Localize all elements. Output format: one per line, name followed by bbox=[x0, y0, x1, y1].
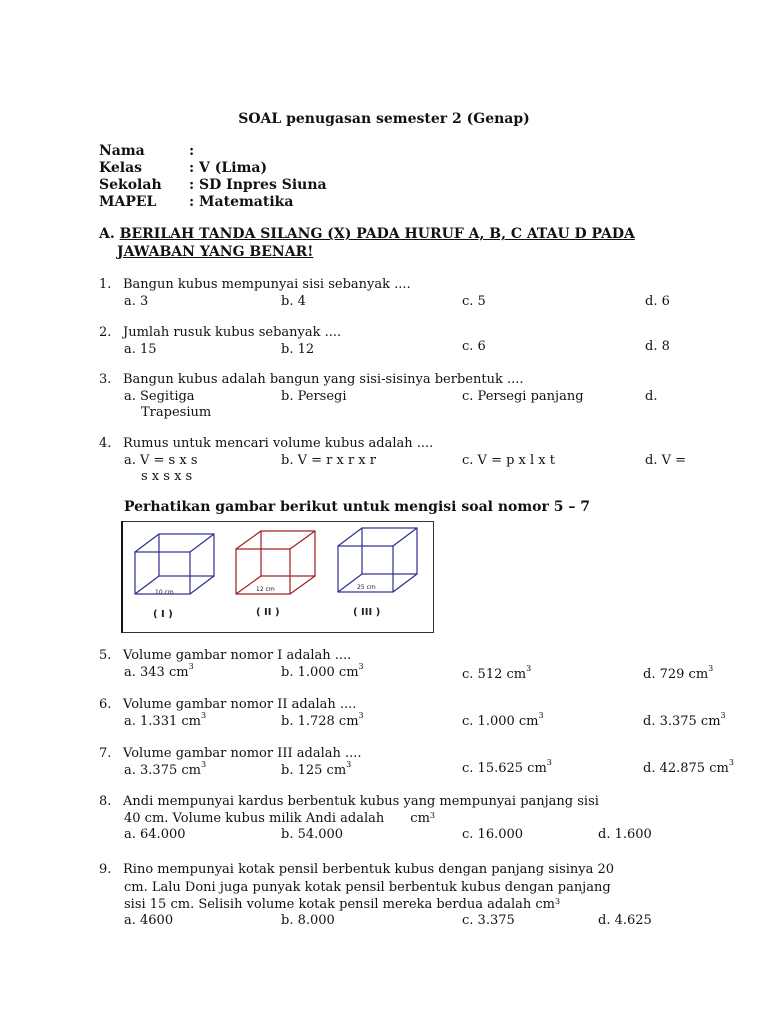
q7-option-c: c. 15.625 $cm^3$ bbox=[462, 758, 552, 776]
cube-3-side-label: 25 cm bbox=[357, 584, 376, 591]
q2-option-c: c. 6 bbox=[462, 339, 486, 354]
cube-1-label: ( I ) bbox=[153, 609, 173, 620]
q7-option-d: d. 42.875 $cm^3$ bbox=[643, 758, 734, 776]
q4-option-d: d. V = bbox=[645, 453, 686, 468]
q4-option-a: a. V = s x s bbox=[124, 453, 198, 468]
page-title: SOAL penugasan semester 2 (Genap) bbox=[238, 111, 530, 127]
q9-option-b: b. 8.000 bbox=[281, 913, 335, 928]
q4-option-b: b. V = r x r x r bbox=[281, 453, 376, 468]
cube-3-label: ( III ) bbox=[353, 607, 381, 618]
q4-option-c: c. V = p x l x t bbox=[462, 453, 555, 468]
q9-option-a: a. 4600 bbox=[124, 913, 174, 928]
question-8-line2: 40 cm. Volume kubus milik Andi adalah $cm^3$ bbox=[124, 811, 435, 826]
q3-option-c: c. Persegi panjang bbox=[462, 389, 584, 404]
q7-option-b: b. 125 $cm^3$ bbox=[281, 760, 352, 778]
question-6: 6. Volume gambar nomor II adalah .... bbox=[99, 697, 357, 712]
q8-option-d: d. 1.600 bbox=[598, 827, 652, 842]
q6-option-b: b. 1.728 $cm^3$ bbox=[281, 711, 364, 729]
q1-option-b: b. 4 bbox=[281, 294, 306, 309]
q8-option-c: c. 16.000 bbox=[462, 827, 524, 842]
identity-school: Sekolah : SD Inpres Siuna bbox=[99, 177, 327, 193]
cube-2-label: ( II ) bbox=[256, 607, 280, 618]
q5-option-a: a. 343 $cm^3$ bbox=[124, 662, 194, 680]
question-9-line3: sisi 15 cm. Selisih volume kotak pensil mereka berdua adalah $cm^3$ bbox=[124, 897, 561, 912]
question-8: 8. Andi mempunyai kardus berbentuk kubus yang mempunyai panjang sisi bbox=[99, 794, 599, 809]
q3-option-d: d. bbox=[645, 389, 658, 404]
cube-2 bbox=[236, 531, 315, 594]
section-a-heading-cont: JAWABAN YANG BENAR! bbox=[117, 244, 314, 260]
q5-option-d: d. 729 $cm^3$ bbox=[643, 664, 714, 682]
q1-option-c: c. 5 bbox=[462, 294, 486, 309]
cube-figure bbox=[121, 521, 434, 633]
section-a-heading: A. BERILAH TANDA SILANG (X) PADA HURUF A, B, C ATAU D PADA bbox=[99, 226, 635, 242]
q7-option-a: a. 3.375 $cm^3$ bbox=[124, 760, 207, 778]
q2-option-d: d. 8 bbox=[645, 339, 670, 354]
question-1: 1. Bangun kubus mempunyai sisi sebanyak .... bbox=[99, 277, 411, 292]
q6-option-d: d. 3.375 $cm^3$ bbox=[643, 711, 726, 729]
question-3: 3. Bangun kubus adalah bangun yang sisi-sisinya berbentuk .... bbox=[99, 372, 524, 387]
cube-3 bbox=[338, 528, 417, 592]
q6-option-a: a. 1.331 $cm^3$ bbox=[124, 711, 207, 729]
question-2: 2. Jumlah rusuk kubus sebanyak .... bbox=[99, 325, 342, 340]
q8-option-a: a. 64.000 bbox=[124, 827, 186, 842]
q1-option-d: d. 6 bbox=[645, 294, 670, 309]
q6-option-c: c. 1.000 $cm^3$ bbox=[462, 711, 544, 729]
q3-option-b: b. Persegi bbox=[281, 389, 347, 404]
q2-option-b: b. 12 bbox=[281, 342, 315, 357]
q4-option-d-cont: s x s x s bbox=[141, 469, 193, 484]
figure-instruction: Perhatikan gambar berikut untuk mengisi soal nomor 5 – 7 bbox=[124, 499, 590, 515]
cube-figure-svg bbox=[123, 522, 433, 632]
q9-option-c: c. 3.375 bbox=[462, 913, 515, 928]
cube-1 bbox=[135, 534, 214, 594]
identity-class: Kelas : V (Lima) bbox=[99, 160, 268, 176]
q3-option-d-cont: Trapesium bbox=[141, 405, 212, 420]
q2-option-a: a. 15 bbox=[124, 342, 157, 357]
question-7: 7. Volume gambar nomor III adalah .... bbox=[99, 746, 362, 761]
cube-1-side-label: 10 cm bbox=[155, 589, 174, 596]
q9-option-d: d. 4.625 bbox=[598, 913, 652, 928]
question-9-line2: cm. Lalu Doni juga punyak kotak pensil berbentuk kubus dengan panjang bbox=[124, 880, 611, 895]
q1-option-a: a. 3 bbox=[124, 294, 149, 309]
question-4: 4. Rumus untuk mencari volume kubus adalah .... bbox=[99, 436, 434, 451]
q5-option-c: c. 512 $cm^3$ bbox=[462, 664, 532, 682]
q8-option-b: b. 54.000 bbox=[281, 827, 344, 842]
q3-option-a: a. Segitiga bbox=[124, 389, 195, 404]
identity-name: Nama : bbox=[99, 143, 195, 159]
identity-subject: MAPEL : Matematika bbox=[99, 194, 294, 210]
question-9: 9. Rino mempunyai kotak pensil berbentuk kubus dengan panjang sisinya 20 bbox=[99, 862, 615, 877]
cube-2-side-label: 12 cm bbox=[256, 586, 275, 593]
q5-option-b: b. 1.000 $cm^3$ bbox=[281, 662, 364, 680]
question-5: 5. Volume gambar nomor I adalah .... bbox=[99, 648, 352, 663]
